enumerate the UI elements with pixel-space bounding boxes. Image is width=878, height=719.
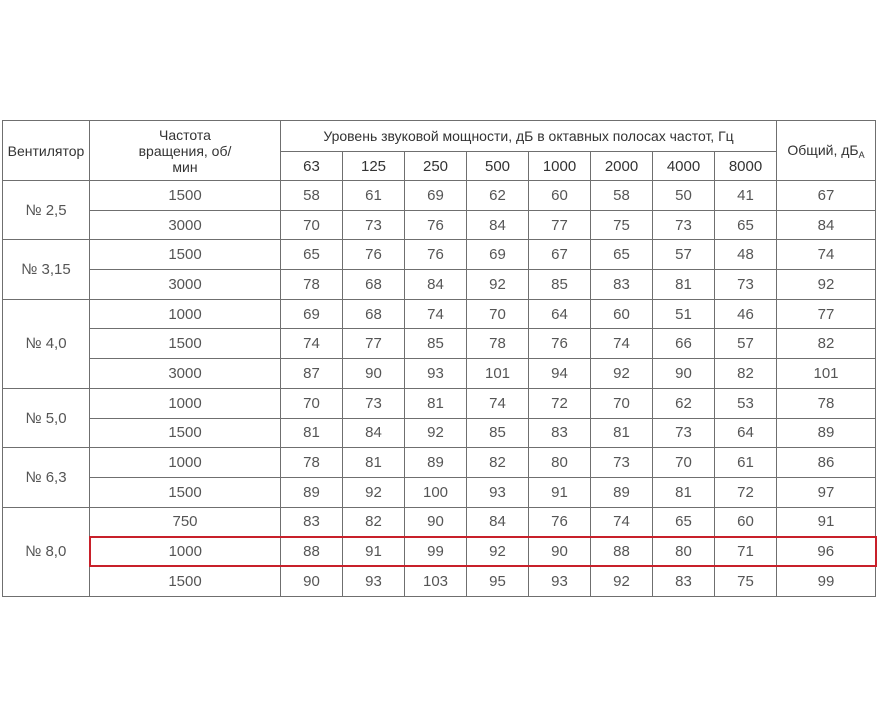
sound-level-cell-8000: 72 <box>715 477 777 507</box>
sound-level-cell-4000: 81 <box>653 270 715 300</box>
total-level-cell: 99 <box>777 566 876 596</box>
sound-level-cell-2000: 58 <box>591 181 653 211</box>
sound-level-cell-8000: 48 <box>715 240 777 270</box>
sound-level-cell-125: 93 <box>343 566 405 596</box>
sound-power-table <box>2 120 877 597</box>
sound-level-cell-125: 77 <box>343 329 405 359</box>
sound-level-cell-8000: 61 <box>715 448 777 478</box>
sound-level-cell-500: 74 <box>467 388 529 418</box>
sound-level-cell-1000: 83 <box>529 418 591 448</box>
table-header <box>3 121 876 181</box>
table-row <box>3 388 876 418</box>
sound-level-cell-1000: 76 <box>529 329 591 359</box>
sound-level-cell-2000: 89 <box>591 477 653 507</box>
sound-level-cell-63: 81 <box>281 418 343 448</box>
rpm-cell: 750 <box>90 507 281 537</box>
sound-level-cell-63: 74 <box>281 329 343 359</box>
sound-level-cell-125: 84 <box>343 418 405 448</box>
table-row <box>3 240 876 270</box>
total-column-header <box>777 121 876 181</box>
sound-level-cell-63: 70 <box>281 210 343 240</box>
sound-level-cell-1000: 76 <box>529 507 591 537</box>
sound-level-cell-125: 68 <box>343 270 405 300</box>
sound-level-cell-1000: 72 <box>529 388 591 418</box>
sound-level-cell-63: 89 <box>281 477 343 507</box>
table-row <box>3 507 876 537</box>
rpm-header-label: Частота вращения, об/мин <box>138 126 232 175</box>
sound-level-cell-500: 69 <box>467 240 529 270</box>
table-row <box>3 537 876 567</box>
sound-level-cell-2000: 92 <box>591 359 653 389</box>
sound-level-cell-4000: 81 <box>653 477 715 507</box>
sound-level-cell-4000: 90 <box>653 359 715 389</box>
table-body <box>3 181 876 597</box>
sound-level-cell-1000: 91 <box>529 477 591 507</box>
sound-level-cell-250: 69 <box>405 181 467 211</box>
fan-model-cell: № 4,0 <box>3 299 90 388</box>
total-level-cell: 92 <box>777 270 876 300</box>
sound-level-cell-125: 90 <box>343 359 405 389</box>
sound-level-cell-1000: 64 <box>529 299 591 329</box>
sound-level-cell-63: 83 <box>281 507 343 537</box>
sound-level-cell-8000: 53 <box>715 388 777 418</box>
total-level-cell: 89 <box>777 418 876 448</box>
sound-level-cell-500: 82 <box>467 448 529 478</box>
sound-level-cell-4000: 65 <box>653 507 715 537</box>
sound-level-cell-250: 93 <box>405 359 467 389</box>
sound-level-cell-4000: 50 <box>653 181 715 211</box>
fan-model-cell: № 8,0 <box>3 507 90 596</box>
sound-level-cell-125: 92 <box>343 477 405 507</box>
frequency-header-2000: 2000 <box>591 152 653 181</box>
total-header-label: Общий, дБ <box>787 141 859 158</box>
sound-level-cell-250: 74 <box>405 299 467 329</box>
sound-level-cell-4000: 66 <box>653 329 715 359</box>
sound-level-cell-2000: 92 <box>591 566 653 596</box>
sound-level-cell-500: 84 <box>467 507 529 537</box>
rpm-cell: 1500 <box>90 566 281 596</box>
sound-level-cell-63: 78 <box>281 448 343 478</box>
sound-level-cell-250: 92 <box>405 418 467 448</box>
rpm-cell: 1500 <box>90 181 281 211</box>
sound-level-cell-8000: 57 <box>715 329 777 359</box>
sound-level-cell-500: 62 <box>467 181 529 211</box>
sound-level-cell-1000: 67 <box>529 240 591 270</box>
total-level-cell: 101 <box>777 359 876 389</box>
sound-level-cell-125: 68 <box>343 299 405 329</box>
table-row <box>3 566 876 596</box>
sound-level-cell-8000: 64 <box>715 418 777 448</box>
sound-level-cell-8000: 65 <box>715 210 777 240</box>
sound-level-cell-8000: 71 <box>715 537 777 567</box>
frequency-header-4000: 4000 <box>653 152 715 181</box>
sound-level-cell-8000: 75 <box>715 566 777 596</box>
sound-level-cell-8000: 41 <box>715 181 777 211</box>
sound-level-cell-125: 73 <box>343 388 405 418</box>
table-row <box>3 181 876 211</box>
sound-level-cell-125: 81 <box>343 448 405 478</box>
sound-level-cell-4000: 83 <box>653 566 715 596</box>
rpm-column-header <box>90 121 281 181</box>
total-level-cell: 78 <box>777 388 876 418</box>
sound-level-cell-1000: 60 <box>529 181 591 211</box>
fan-model-cell: № 3,15 <box>3 240 90 299</box>
rpm-cell: 1500 <box>90 329 281 359</box>
rpm-cell: 3000 <box>90 359 281 389</box>
sound-level-cell-250: 103 <box>405 566 467 596</box>
sound-level-cell-250: 89 <box>405 448 467 478</box>
sound-level-cell-500: 85 <box>467 418 529 448</box>
rpm-cell: 1000 <box>90 299 281 329</box>
frequency-header-250: 250 <box>405 152 467 181</box>
sound-level-cell-1000: 94 <box>529 359 591 389</box>
sound-level-cell-250: 84 <box>405 270 467 300</box>
table-row <box>3 448 876 478</box>
sound-level-cell-63: 58 <box>281 181 343 211</box>
sound-level-cell-2000: 65 <box>591 240 653 270</box>
sound-level-cell-63: 90 <box>281 566 343 596</box>
fan-model-cell: № 5,0 <box>3 388 90 447</box>
sound-level-cell-500: 101 <box>467 359 529 389</box>
sound-level-header: Уровень звуковой мощности, дБ в октавных полосах частот, Гц <box>281 121 777 152</box>
rpm-cell: 1500 <box>90 240 281 270</box>
sound-level-cell-4000: 62 <box>653 388 715 418</box>
sound-level-cell-250: 81 <box>405 388 467 418</box>
total-level-cell: 77 <box>777 299 876 329</box>
frequency-header-125: 125 <box>343 152 405 181</box>
sound-level-cell-8000: 73 <box>715 270 777 300</box>
sound-level-cell-63: 87 <box>281 359 343 389</box>
sound-level-cell-63: 69 <box>281 299 343 329</box>
total-level-cell: 96 <box>777 537 876 567</box>
sound-level-cell-250: 76 <box>405 210 467 240</box>
frequency-header-500: 500 <box>467 152 529 181</box>
sound-level-cell-2000: 70 <box>591 388 653 418</box>
sound-level-cell-4000: 73 <box>653 210 715 240</box>
sound-level-cell-2000: 88 <box>591 537 653 567</box>
sound-level-cell-500: 92 <box>467 537 529 567</box>
sound-level-cell-8000: 60 <box>715 507 777 537</box>
sound-level-cell-250: 85 <box>405 329 467 359</box>
sound-level-cell-125: 76 <box>343 240 405 270</box>
sound-level-cell-125: 91 <box>343 537 405 567</box>
fan-model-cell: № 6,3 <box>3 448 90 507</box>
sound-level-cell-63: 65 <box>281 240 343 270</box>
frequency-header-8000: 8000 <box>715 152 777 181</box>
table-row <box>3 477 876 507</box>
table-row <box>3 329 876 359</box>
rpm-cell: 3000 <box>90 210 281 240</box>
total-level-cell: 86 <box>777 448 876 478</box>
sound-level-cell-4000: 51 <box>653 299 715 329</box>
rpm-cell: 1000 <box>90 388 281 418</box>
total-header-subscript: А <box>858 149 865 160</box>
sound-level-cell-250: 90 <box>405 507 467 537</box>
sound-level-cell-250: 76 <box>405 240 467 270</box>
sound-level-cell-4000: 70 <box>653 448 715 478</box>
frequency-header-1000: 1000 <box>529 152 591 181</box>
table-row <box>3 359 876 389</box>
sound-level-cell-250: 100 <box>405 477 467 507</box>
sound-level-cell-500: 92 <box>467 270 529 300</box>
sound-level-cell-2000: 73 <box>591 448 653 478</box>
total-level-cell: 67 <box>777 181 876 211</box>
rpm-cell: 1500 <box>90 477 281 507</box>
sound-level-cell-8000: 82 <box>715 359 777 389</box>
sound-level-cell-4000: 57 <box>653 240 715 270</box>
sound-level-cell-250: 99 <box>405 537 467 567</box>
sound-level-cell-500: 70 <box>467 299 529 329</box>
sound-level-cell-1000: 77 <box>529 210 591 240</box>
sound-level-cell-63: 78 <box>281 270 343 300</box>
fan-column-header: Вентилятор <box>3 121 90 181</box>
sound-level-cell-500: 95 <box>467 566 529 596</box>
sound-level-cell-500: 93 <box>467 477 529 507</box>
rpm-cell: 1000 <box>90 448 281 478</box>
sound-level-cell-4000: 73 <box>653 418 715 448</box>
total-level-cell: 97 <box>777 477 876 507</box>
sound-level-cell-125: 61 <box>343 181 405 211</box>
sound-level-cell-63: 70 <box>281 388 343 418</box>
table-row <box>3 270 876 300</box>
sound-level-cell-8000: 46 <box>715 299 777 329</box>
sound-level-cell-2000: 60 <box>591 299 653 329</box>
table-row <box>3 210 876 240</box>
fan-model-cell: № 2,5 <box>3 181 90 240</box>
sound-level-cell-63: 88 <box>281 537 343 567</box>
total-level-cell: 91 <box>777 507 876 537</box>
sound-level-cell-2000: 74 <box>591 329 653 359</box>
total-level-cell: 84 <box>777 210 876 240</box>
rpm-cell: 1500 <box>90 418 281 448</box>
sound-level-cell-2000: 81 <box>591 418 653 448</box>
sound-level-cell-2000: 75 <box>591 210 653 240</box>
rpm-cell: 1000 <box>90 537 281 567</box>
rpm-cell: 3000 <box>90 270 281 300</box>
sound-level-cell-1000: 90 <box>529 537 591 567</box>
sound-level-cell-500: 84 <box>467 210 529 240</box>
total-level-cell: 82 <box>777 329 876 359</box>
table-row <box>3 299 876 329</box>
total-level-cell: 74 <box>777 240 876 270</box>
sound-level-cell-4000: 80 <box>653 537 715 567</box>
sound-level-cell-125: 82 <box>343 507 405 537</box>
sound-level-cell-1000: 80 <box>529 448 591 478</box>
sound-level-cell-1000: 85 <box>529 270 591 300</box>
sound-level-cell-2000: 74 <box>591 507 653 537</box>
sound-level-cell-1000: 93 <box>529 566 591 596</box>
table-row <box>3 418 876 448</box>
sound-level-cell-125: 73 <box>343 210 405 240</box>
sound-level-cell-500: 78 <box>467 329 529 359</box>
frequency-header-63: 63 <box>281 152 343 181</box>
sound-level-cell-2000: 83 <box>591 270 653 300</box>
